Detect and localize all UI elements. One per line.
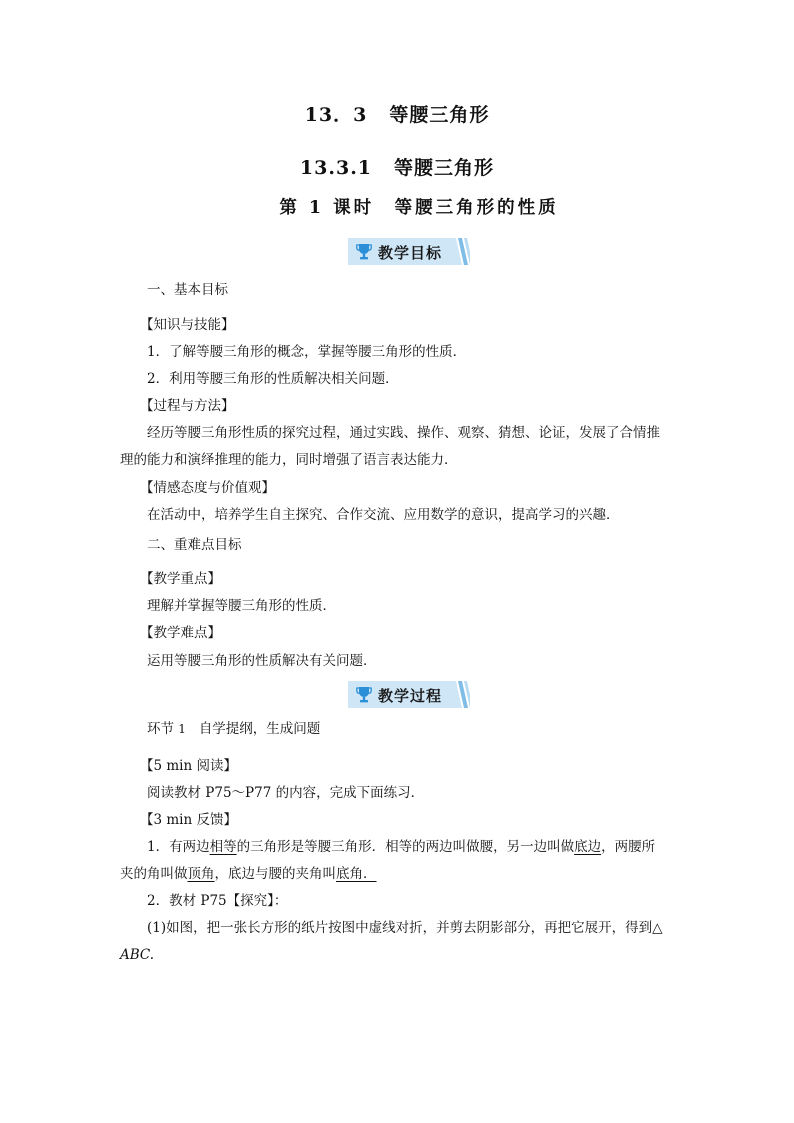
item-1-line-1 <box>147 838 655 856</box>
item-2-1-line-2: ABC. <box>120 947 155 963</box>
subsection-name: 等腰三角形 <box>394 157 495 179</box>
answer-blank: 顶角 <box>187 866 215 882</box>
subsection-title <box>0 153 794 180</box>
item-2-1-line-1: (1)如图，把一张长方形的纸片按图中虚线对折，并剪去阴影部分，再把它展开，得到△ <box>147 920 663 936</box>
goals-banner-label: 教学目标 <box>378 244 443 262</box>
text-segment: ，两腰所 <box>601 839 656 855</box>
key-point-text: 理解并掌握等腰三角形的性质． <box>147 598 336 614</box>
answer-blank: 相等 <box>209 839 237 855</box>
knowledge-item-2: 2．利用等腰三角形的性质解决相关问题． <box>147 371 399 387</box>
difficult-point-text: 运用等腰三角形的性质解决有关问题． <box>147 653 377 669</box>
reading-text: 阅读教材 P75～P77 的内容，完成下面练习． <box>147 785 425 801</box>
section-title <box>0 100 794 127</box>
process-method-tag: 【过程与方法】 <box>140 398 235 414</box>
trophy-icon <box>356 686 372 703</box>
text-segment: 的三角形是等腰三角形．相等的两边叫做腰，另一边叫做 <box>236 839 575 855</box>
text-segment: ． <box>363 866 377 882</box>
key-goals-heading: 二、重难点目标 <box>147 537 242 553</box>
section-number: 13．3 <box>304 104 368 126</box>
answer-blank: 底边 <box>574 839 602 855</box>
knowledge-item-1: 1．了解等腰三角形的概念，掌握等腰三角形的性质． <box>147 344 467 360</box>
text-segment: 夹的角叫做 <box>120 866 188 882</box>
text-segment: 1．有两边 <box>147 839 210 855</box>
section-name: 等腰三角形 <box>389 104 490 126</box>
item-1-line-2 <box>120 865 377 883</box>
process-method-text-1: 经历等腰三角形性质的探究过程，通过实践、操作、观察、猜想、论证，发展了合情推 <box>147 425 660 441</box>
text-segment: ，底边与腰的夹角叫 <box>214 866 336 882</box>
step-number: 1 <box>178 722 186 736</box>
step-title: 自学提纲，生成问题 <box>198 721 321 737</box>
item-2: 2．教材 P75【探究】： <box>147 893 288 909</box>
emotion-tag: 【情感态度与价值观】 <box>140 480 275 496</box>
key-point-tag: 【教学重点】 <box>140 571 221 587</box>
lesson-title: 第 1 课时 等腰三角形的性质 <box>279 198 559 218</box>
difficult-point-tag: 【教学难点】 <box>140 625 221 641</box>
basic-goals-heading: 一、基本目标 <box>147 282 228 298</box>
knowledge-tag: 【知识与技能】 <box>140 317 235 333</box>
step-label: 环节 <box>147 721 174 737</box>
process-banner-label: 教学过程 <box>378 687 443 705</box>
reading-tag: 【5 min 阅读】 <box>140 758 237 774</box>
goals-banner <box>348 238 470 265</box>
process-method-text-2: 理的能力和演绎推理的能力，同时增强了语言表达能力． <box>120 452 458 468</box>
process-banner <box>348 681 470 708</box>
feedback-tag: 【3 min 反馈】 <box>140 812 237 828</box>
subsection-number: 13.3.1 <box>299 157 373 179</box>
answer-blank: 底角 <box>336 866 363 882</box>
emotion-text: 在活动中，培养学生自主探究、合作交流、应用数学的意识，提高学习的兴趣． <box>147 507 620 523</box>
step-heading <box>147 720 320 738</box>
trophy-icon <box>356 243 372 260</box>
